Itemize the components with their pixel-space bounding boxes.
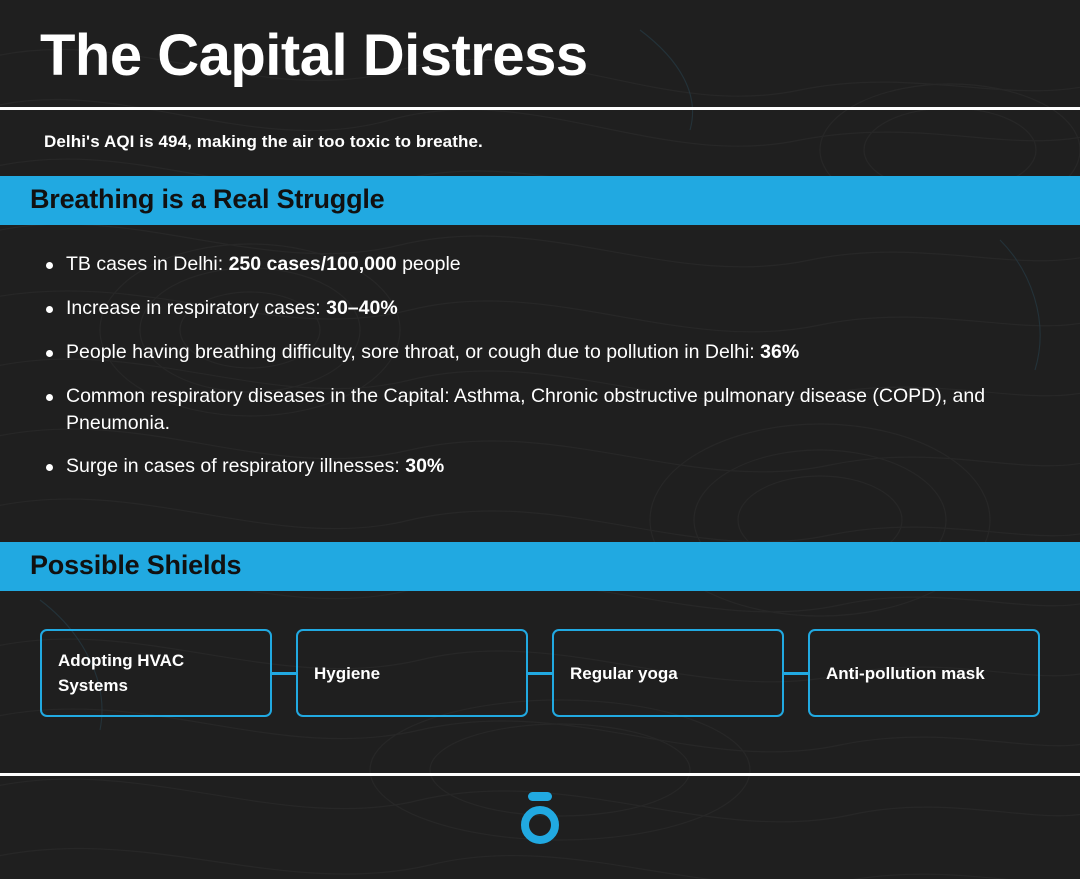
subtitle-block [0, 110, 1080, 176]
footer [0, 776, 1080, 864]
bullet-text: People having breathing difficulty, sore throat, or cough due to pollution in Delhi: 36% [66, 340, 800, 363]
shield-label: Adopting HVAC Systems [58, 650, 185, 696]
connector-line [528, 672, 552, 675]
bullet-dot-icon [46, 262, 53, 269]
shield-label: Regular yoga [570, 663, 678, 683]
bullet-dot-icon [46, 306, 53, 313]
brand-logo-icon [518, 792, 562, 848]
shield-card-yoga[interactable] [552, 629, 784, 717]
bullet-list [0, 225, 1080, 502]
logo-bar [528, 792, 552, 801]
list-item [46, 383, 1040, 437]
bullet-dot-icon [46, 350, 53, 357]
shields-row [0, 591, 1080, 717]
connector-line [784, 672, 808, 675]
list-item [46, 251, 1040, 278]
list-item [46, 453, 1040, 480]
bullet-text: Increase in respiratory cases: 30–40% [66, 296, 398, 319]
shield-card-mask[interactable] [808, 629, 1040, 717]
shield-card-hygiene[interactable] [296, 629, 528, 717]
page-title: The Capital Distress [40, 23, 588, 88]
bullet-text: Common respiratory diseases in the Capital: Asthma, Chronic obstructive pulmonary disease (COPD), and Pneumonia. [66, 384, 986, 434]
section-header-breathing [0, 176, 1080, 225]
shield-label: Anti-pollution mask [826, 663, 985, 683]
bullet-text: Surge in cases of respiratory illnesses: 30% [66, 455, 445, 478]
section-heading-2: Possible Shields [30, 550, 242, 581]
shield-label: Hygiene [314, 663, 381, 683]
list-item [46, 295, 1040, 322]
bullet-dot-icon [46, 464, 53, 471]
bullet-text: TB cases in Delhi: 250 cases/100,000 people [66, 252, 461, 275]
subtitle-text: Delhi's AQI is 494, making the air too toxic to breathe. [44, 131, 483, 151]
title-block [0, 0, 1080, 107]
list-item [46, 339, 1040, 366]
connector-line [272, 672, 296, 675]
section-heading-1: Breathing is a Real Struggle [30, 183, 385, 214]
shield-card-hvac[interactable] [40, 629, 272, 717]
logo-ring [521, 806, 559, 844]
section-header-shields [0, 542, 1080, 591]
bullet-dot-icon [46, 394, 53, 401]
